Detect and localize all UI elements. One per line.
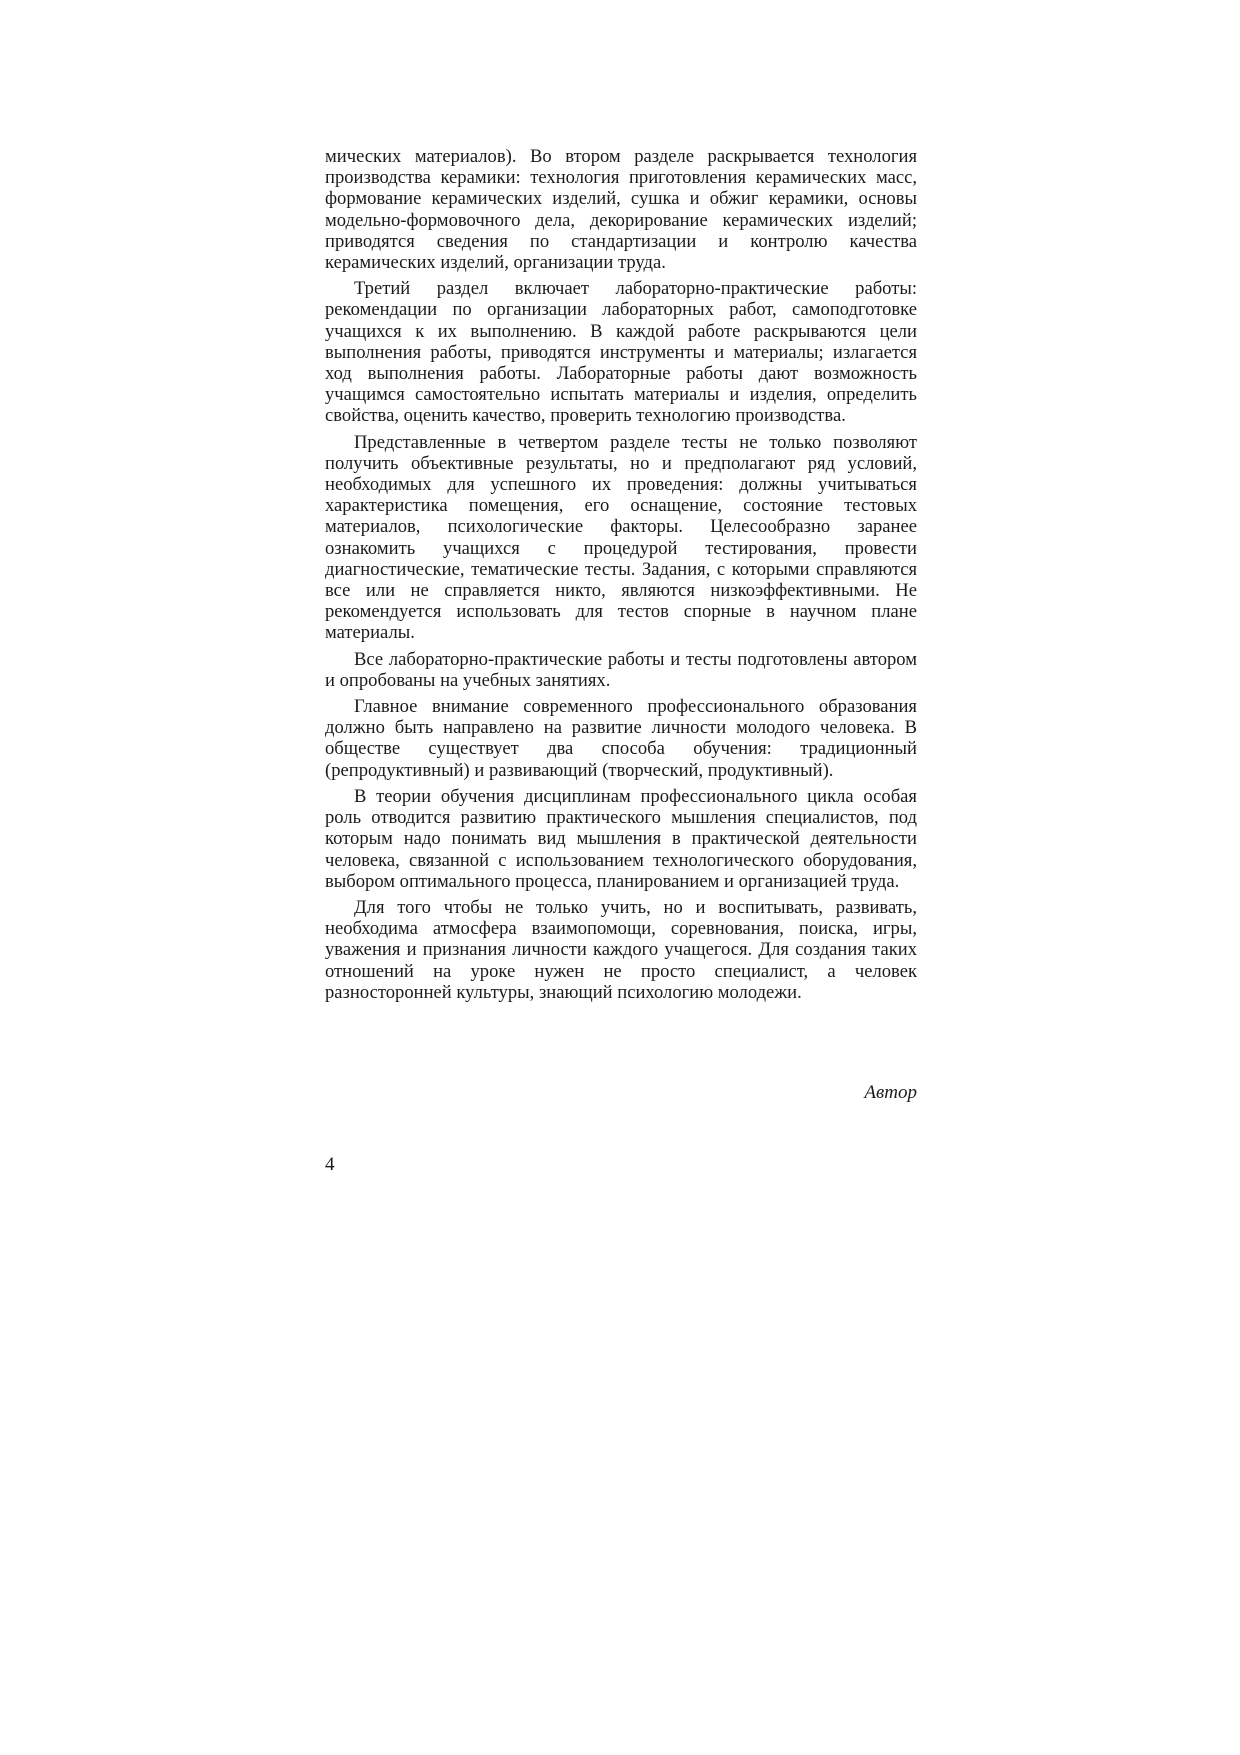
paragraph-main-attention: Главное внимание современного профессионального образования должно быть направлено на развитие личности молодого человека. В обществе существует два способа обучения: традиционный (репродуктивный) и развивающий (творческий, продуктивный). (325, 696, 917, 781)
paragraph-fourth-section-tests: Представленные в четвертом разделе тесты не только позволяют получить объективные результаты, но и предполагают ряд условий, необходимых для успешного их проведения: должны учитываться характеристика помещения, его оснащение, состояние тестовых материалов, психологические факторы. Целесообразно заранее ознакомить учащихся с процедурой тестирования, провести диагностические, тематические тесты. Задания, с которыми справляются все или не справляется никто, являются низкоэффективными. Не рекомендуется использовать для тестов спорные в научном плане материалы. (325, 431, 917, 644)
paragraph-third-section: Третий раздел включает лабораторно-практические работы: рекомендации по организации лабораторных работ, самоподготовке учащихся к их выполнению. В каждой работе раскрываются цели выполнения работы, приводятся инструменты и материалы; излагается ход выполнения работы. Лабораторные работы дают возможность учащимся самостоятельно испытать материалы и изделия, определить свойства, оценить качество, проверить технологию производства. (325, 278, 917, 427)
author-signature: Автор (864, 1082, 917, 1103)
paragraph-continuation: мических материалов). Во втором разделе раскрывается технология производства керамики: технология приготовления керамических масс, формование керамических изделий, сушка и обжиг керамики, основы модельно-формовочного дела, декорирование керамических изделий; приводятся сведения по стандартизации и контролю качества керамических изделий, организации труда. (325, 146, 917, 274)
page-number: 4 (325, 1154, 335, 1175)
paragraph-atmosphere: Для того чтобы не только учить, но и воспитывать, развивать, необходима атмосфера взаимопомощи, соревнования, поиска, игры, уважения и признания личности каждого учащегося. Для создания таких отношений на уроке нужен не просто специалист, а человек разносторонней культуры, знающий психологию молодежи. (325, 896, 917, 1003)
body-text (325, 146, 917, 1003)
paragraph-learning-theory: В теории обучения дисциплинам профессионального цикла особая роль отводится развитию практического мышления специалистов, под которым надо понимать вид мышления в практической деятельности человека, связанной с использованием технологического оборудования, выбором оптимального процесса, планированием и организацией труда. (325, 785, 917, 892)
paragraph-works-prepared: Все лабораторно-практические работы и тесты подготовлены автором и опробованы на учебных занятиях. (325, 648, 917, 691)
